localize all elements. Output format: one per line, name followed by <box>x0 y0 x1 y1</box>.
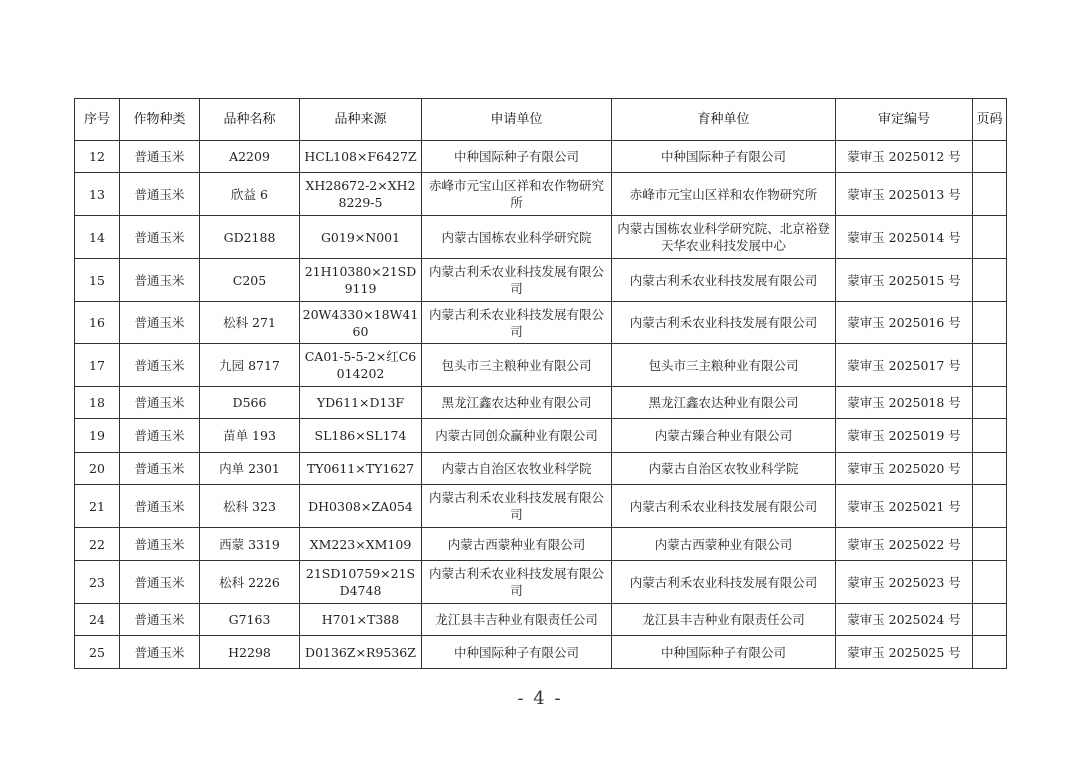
cell-serial: 22 <box>75 528 120 561</box>
cell-approval-number: 蒙审玉 2025018 号 <box>836 387 973 419</box>
cell-breeder: 黑龙江鑫农达种业有限公司 <box>612 387 836 419</box>
cell-crop-type: 普通玉米 <box>120 561 200 604</box>
table-row <box>75 302 1007 344</box>
cell-variety-source: TY0611×TY1627 <box>300 453 422 485</box>
table-row <box>75 173 1007 216</box>
cell-approval-number: 蒙审玉 2025015 号 <box>836 259 973 302</box>
cell-breeder: 内蒙古利禾农业科技发展有限公司 <box>612 302 836 344</box>
cell-variety-source: YD611×D13F <box>300 387 422 419</box>
cell-breeder: 内蒙古西蒙种业有限公司 <box>612 528 836 561</box>
table-row <box>75 344 1007 387</box>
cell-variety-name: A2209 <box>200 141 300 173</box>
cell-variety-name: 松科 271 <box>200 302 300 344</box>
cell-approval-number: 蒙审玉 2025022 号 <box>836 528 973 561</box>
cell-crop-type: 普通玉米 <box>120 387 200 419</box>
cell-serial: 12 <box>75 141 120 173</box>
cell-breeder: 龙江县丰吉种业有限责任公司 <box>612 604 836 636</box>
cell-variety-source: 21H10380×21SD9119 <box>300 259 422 302</box>
cell-applicant: 内蒙古同创众赢种业有限公司 <box>422 419 612 453</box>
cell-breeder: 内蒙古自治区农牧业科学院 <box>612 453 836 485</box>
cell-variety-name: C205 <box>200 259 300 302</box>
table-row <box>75 259 1007 302</box>
cell-serial: 13 <box>75 173 120 216</box>
cell-applicant: 内蒙古利禾农业科技发展有限公司 <box>422 485 612 528</box>
cell-crop-type: 普通玉米 <box>120 528 200 561</box>
cell-variety-source: D0136Z×R9536Z <box>300 636 422 669</box>
variety-approval-table-container <box>74 98 1006 669</box>
table-row <box>75 419 1007 453</box>
cell-variety-source: 21SD10759×21SD4748 <box>300 561 422 604</box>
header-crop-type: 作物种类 <box>120 99 200 141</box>
cell-page <box>973 561 1007 604</box>
cell-variety-source: DH0308×ZA054 <box>300 485 422 528</box>
cell-variety-source: H701×T388 <box>300 604 422 636</box>
cell-variety-source: SL186×SL174 <box>300 419 422 453</box>
cell-applicant: 内蒙古西蒙种业有限公司 <box>422 528 612 561</box>
cell-page <box>973 485 1007 528</box>
cell-page <box>973 604 1007 636</box>
cell-serial: 18 <box>75 387 120 419</box>
cell-variety-name: GD2188 <box>200 216 300 259</box>
cell-approval-number: 蒙审玉 2025016 号 <box>836 302 973 344</box>
cell-applicant: 内蒙古利禾农业科技发展有限公司 <box>422 302 612 344</box>
cell-variety-name: G7163 <box>200 604 300 636</box>
cell-crop-type: 普通玉米 <box>120 604 200 636</box>
cell-serial: 20 <box>75 453 120 485</box>
cell-applicant: 中种国际种子有限公司 <box>422 141 612 173</box>
cell-serial: 25 <box>75 636 120 669</box>
cell-page <box>973 636 1007 669</box>
cell-breeder: 中种国际种子有限公司 <box>612 636 836 669</box>
cell-crop-type: 普通玉米 <box>120 453 200 485</box>
cell-breeder: 赤峰市元宝山区祥和农作物研究所 <box>612 173 836 216</box>
cell-applicant: 中种国际种子有限公司 <box>422 636 612 669</box>
cell-breeder: 内蒙古利禾农业科技发展有限公司 <box>612 485 836 528</box>
cell-breeder: 包头市三主粮种业有限公司 <box>612 344 836 387</box>
variety-approval-table <box>74 98 1007 669</box>
cell-approval-number: 蒙审玉 2025024 号 <box>836 604 973 636</box>
header-applicant: 申请单位 <box>422 99 612 141</box>
cell-variety-name: 欣益 6 <box>200 173 300 216</box>
cell-variety-source: CA01-5-5-2×红C6014202 <box>300 344 422 387</box>
cell-approval-number: 蒙审玉 2025023 号 <box>836 561 973 604</box>
cell-approval-number: 蒙审玉 2025012 号 <box>836 141 973 173</box>
cell-page <box>973 419 1007 453</box>
table-row <box>75 141 1007 173</box>
cell-page <box>973 141 1007 173</box>
cell-variety-source: G019×N001 <box>300 216 422 259</box>
cell-page <box>973 216 1007 259</box>
cell-crop-type: 普通玉米 <box>120 141 200 173</box>
cell-approval-number: 蒙审玉 2025013 号 <box>836 173 973 216</box>
header-approval-number: 审定编号 <box>836 99 973 141</box>
cell-serial: 21 <box>75 485 120 528</box>
cell-applicant: 内蒙古利禾农业科技发展有限公司 <box>422 259 612 302</box>
cell-applicant: 内蒙古利禾农业科技发展有限公司 <box>422 561 612 604</box>
table-body <box>75 141 1007 669</box>
cell-page <box>973 173 1007 216</box>
cell-applicant: 内蒙古国栋农业科学研究院 <box>422 216 612 259</box>
cell-page <box>973 344 1007 387</box>
cell-crop-type: 普通玉米 <box>120 259 200 302</box>
cell-crop-type: 普通玉米 <box>120 216 200 259</box>
cell-serial: 23 <box>75 561 120 604</box>
cell-crop-type: 普通玉米 <box>120 344 200 387</box>
cell-variety-name: 松科 2226 <box>200 561 300 604</box>
table-header <box>75 99 1007 141</box>
table-row <box>75 561 1007 604</box>
cell-crop-type: 普通玉米 <box>120 302 200 344</box>
cell-applicant: 龙江县丰吉种业有限责任公司 <box>422 604 612 636</box>
cell-breeder: 内蒙古臻合种业有限公司 <box>612 419 836 453</box>
cell-applicant: 内蒙古自治区农牧业科学院 <box>422 453 612 485</box>
cell-approval-number: 蒙审玉 2025021 号 <box>836 485 973 528</box>
cell-variety-name: 松科 323 <box>200 485 300 528</box>
cell-variety-name: 九园 8717 <box>200 344 300 387</box>
cell-variety-name: H2298 <box>200 636 300 669</box>
header-serial: 序号 <box>75 99 120 141</box>
cell-serial: 24 <box>75 604 120 636</box>
header-variety-name: 品种名称 <box>200 99 300 141</box>
cell-page <box>973 387 1007 419</box>
cell-page <box>973 453 1007 485</box>
cell-variety-name: 苗单 193 <box>200 419 300 453</box>
cell-breeder: 内蒙古利禾农业科技发展有限公司 <box>612 259 836 302</box>
cell-variety-name: 内单 2301 <box>200 453 300 485</box>
cell-variety-source: HCL108×F6427Z <box>300 141 422 173</box>
table-row <box>75 485 1007 528</box>
cell-crop-type: 普通玉米 <box>120 636 200 669</box>
cell-applicant: 赤峰市元宝山区祥和农作物研究所 <box>422 173 612 216</box>
table-row <box>75 528 1007 561</box>
cell-crop-type: 普通玉米 <box>120 419 200 453</box>
cell-breeder: 内蒙古国栋农业科学研究院、北京裕登天华农业科技发展中心 <box>612 216 836 259</box>
table-row <box>75 387 1007 419</box>
table-row <box>75 636 1007 669</box>
cell-crop-type: 普通玉米 <box>120 485 200 528</box>
cell-page <box>973 528 1007 561</box>
table-row <box>75 453 1007 485</box>
cell-variety-name: D566 <box>200 387 300 419</box>
cell-breeder: 中种国际种子有限公司 <box>612 141 836 173</box>
cell-applicant: 黑龙江鑫农达种业有限公司 <box>422 387 612 419</box>
cell-variety-name: 西蒙 3319 <box>200 528 300 561</box>
header-page: 页码 <box>973 99 1007 141</box>
table-row <box>75 216 1007 259</box>
cell-serial: 14 <box>75 216 120 259</box>
cell-variety-source: 20W4330×18W4160 <box>300 302 422 344</box>
page-number: - 4 - <box>517 688 563 709</box>
cell-approval-number: 蒙审玉 2025019 号 <box>836 419 973 453</box>
cell-variety-source: XH28672-2×XH28229-5 <box>300 173 422 216</box>
cell-serial: 19 <box>75 419 120 453</box>
cell-breeder: 内蒙古利禾农业科技发展有限公司 <box>612 561 836 604</box>
cell-approval-number: 蒙审玉 2025025 号 <box>836 636 973 669</box>
cell-applicant: 包头市三主粮种业有限公司 <box>422 344 612 387</box>
cell-page <box>973 302 1007 344</box>
cell-serial: 15 <box>75 259 120 302</box>
cell-serial: 17 <box>75 344 120 387</box>
cell-crop-type: 普通玉米 <box>120 173 200 216</box>
cell-approval-number: 蒙审玉 2025017 号 <box>836 344 973 387</box>
cell-variety-source: XM223×XM109 <box>300 528 422 561</box>
cell-serial: 16 <box>75 302 120 344</box>
cell-approval-number: 蒙审玉 2025020 号 <box>836 453 973 485</box>
cell-page <box>973 259 1007 302</box>
header-breeder: 育种单位 <box>612 99 836 141</box>
table-row <box>75 604 1007 636</box>
header-row <box>75 99 1007 141</box>
cell-approval-number: 蒙审玉 2025014 号 <box>836 216 973 259</box>
header-variety-source: 品种来源 <box>300 99 422 141</box>
